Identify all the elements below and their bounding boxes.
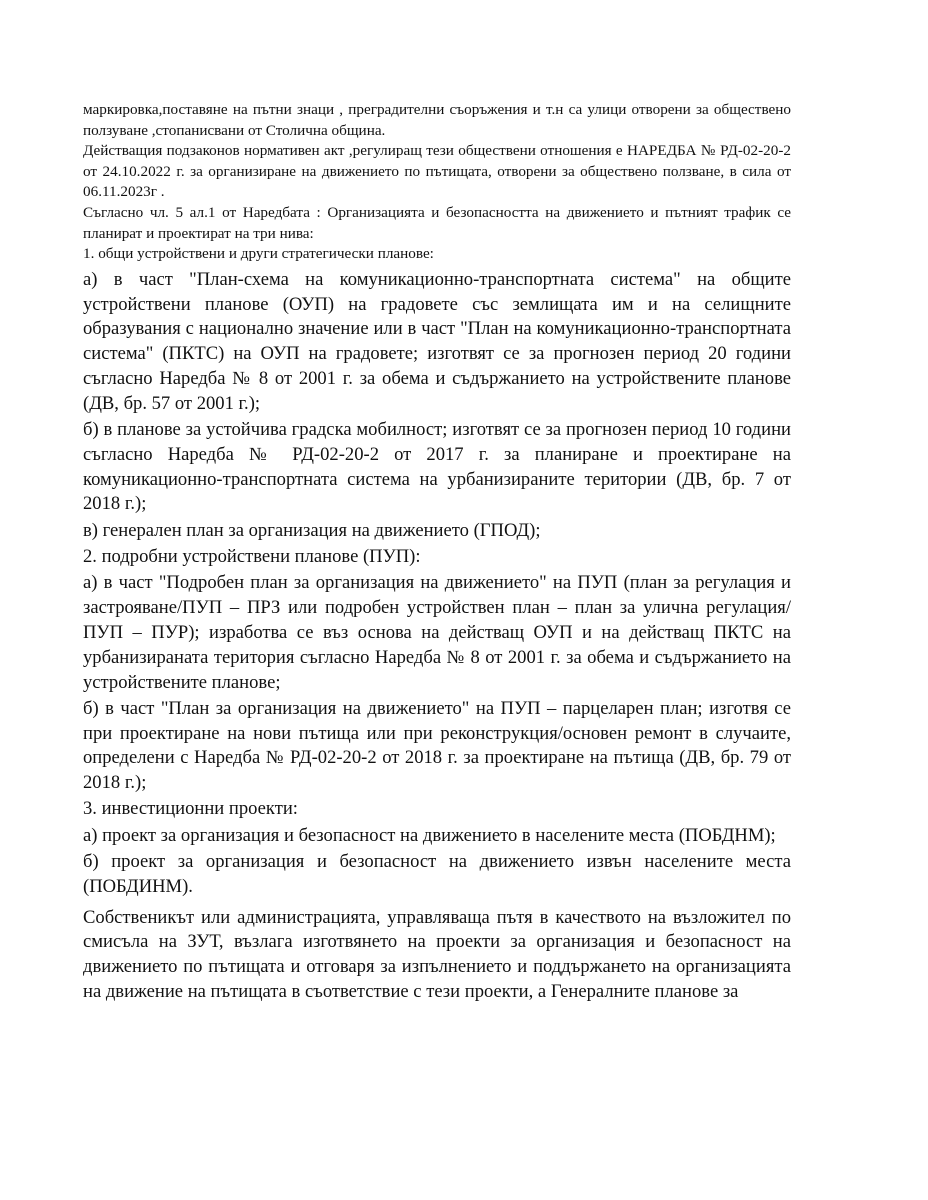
list-item-1a: а) в част "План-схема на комуникационно-транспортната система" на общите устройствени планове (ОУП) на градовете със землищата им и на селищните образувания с национално значение или в част "План на комуникационно-транспортната система" (ПКТС) на ОУП на градовете; изготвят се за прогнозен период 20 години съгласно Наредба № 8 от 2001 г. за обема и съдържанието на устройствените планове (ДВ, бр. 57 от 2001 г.);: [83, 268, 791, 414]
document-page: [83, 100, 791, 1006]
paragraph-regulation: Действащия подзаконов нормативен акт ,регулиращ тези обществени отношения е НАРЕДБА № РД-02-20-2 от 24.10.2022 г. за организиране на движението по пътищата, отворени за обществено ползване, в сила от 06.11.2023г .: [83, 142, 791, 201]
list-item-3a: а) проект за организация и безопасност на движението в населените места (ПОБДНМ);: [83, 824, 776, 846]
list-item-1: 1. общи устройствени и други стратегически планове:: [83, 245, 434, 263]
list-item-3b: б) проект за организация и безопасност на движението извън населените места (ПОБДИНМ).: [83, 851, 791, 897]
paragraph-marking: маркировка,поставяне на пътни знаци , преградителни съоръжения и т.н са улици отворени за обществено ползуване ,стопанисвани от Столична община.: [83, 101, 791, 139]
list-item-1b: б) в планове за устойчива градска мобилност; изготвят се за прогнозен период 10 години съгласно Наредба № РД-02-20-2 от 2017 г. за планиране и проектиране на комуникационно-транспортната система на урбанизираните територии (ДВ, бр. 7 от 2018 г.);: [83, 419, 791, 515]
list-item-1c: в) генерален план за организация на движението (ГПОД);: [83, 519, 541, 541]
list-item-3: 3. инвестиционни проекти:: [83, 798, 298, 820]
list-item-2: 2. подробни устройствени планове (ПУП):: [83, 546, 421, 568]
large-text-block: [83, 268, 791, 1005]
paragraph-owner-responsibility: Собственикът или администрацията, управляваща пътя в качеството на възложител по смисъла на ЗУТ, възлага изготвянето на проекти за организация и безопасност на движението по пътищата и отговаря за изпълнението и поддържането на организацията на движение на пътищата в съответствие с тези проекти, а Генералните планове за: [83, 906, 791, 1003]
list-item-2b: б) в част "План за организация на движението" на ПУП – парцеларен план; изготвя се при проектиране на нови пътища или при реконструкция/основен ремонт в случаите, определени с Наредба № РД-02-20-2 от 2018 г. за проектиране на пътища (ДВ, бр. 79 от 2018 г.);: [83, 697, 791, 794]
small-text-block: [83, 100, 791, 265]
paragraph-article-5: Съгласно чл. 5 ал.1 от Наредбата : Организацията и безопасността на движението и пътният трафик се планират и проектират на три нива:: [83, 203, 791, 242]
list-item-2a: а) в част "Подробен план за организация на движението" на ПУП (план за регулация и застрояване/ПУП – ПРЗ или подробен устройствен план – план за улична регулация/ПУП – ПУР); изработва се въз основа на действащ ОУП и на действащ ПКТС на урбанизираната територия съгласно Наредба № 8 от 2001 г. за обема и съдържанието на устройствените планове;: [83, 572, 791, 693]
